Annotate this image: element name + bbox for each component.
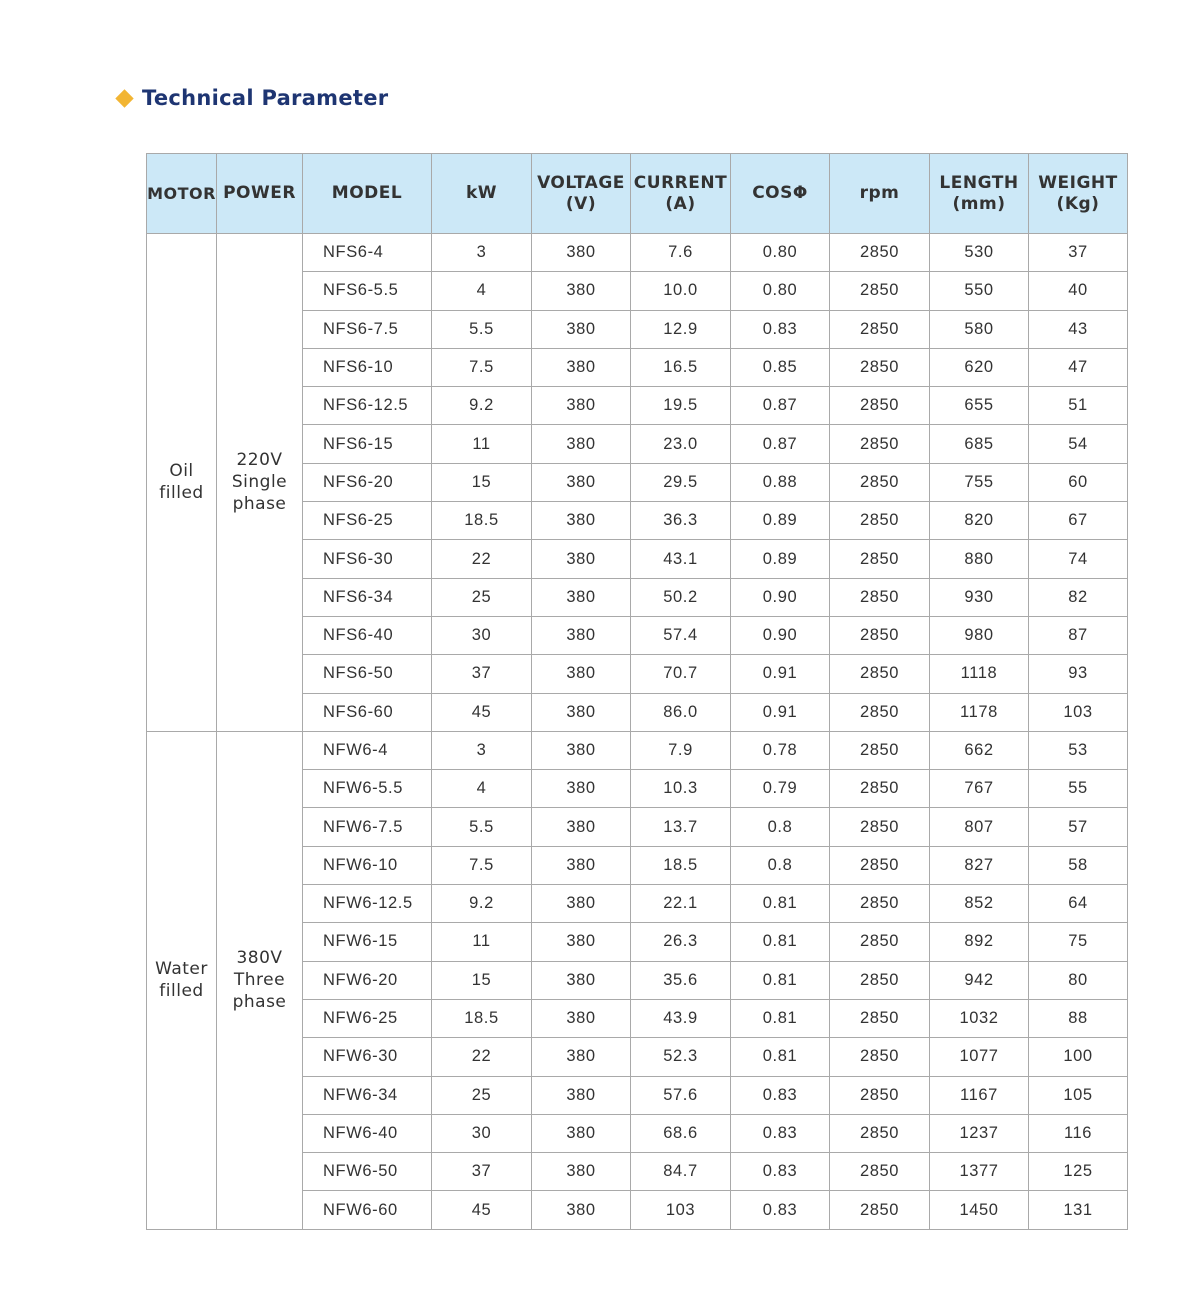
length-cell: 1118: [930, 655, 1029, 693]
current-cell: 7.6: [631, 234, 731, 272]
header-cos-phi: COSΦ: [731, 154, 830, 234]
kw-cell: 18.5: [432, 502, 532, 540]
model-cell: NFS6-5.5: [303, 272, 432, 310]
length-cell: 1178: [930, 693, 1029, 731]
voltage-cell: 380: [532, 387, 631, 425]
cos-phi-cell: 0.87: [731, 425, 830, 463]
page-title: Technical Parameter: [142, 86, 389, 110]
rpm-cell: 2850: [830, 808, 930, 846]
length-cell: 767: [930, 770, 1029, 808]
cos-phi-cell: 0.90: [731, 616, 830, 654]
technical-parameter-table: [146, 153, 1128, 1230]
voltage-cell: 380: [532, 885, 631, 923]
current-cell: 7.9: [631, 731, 731, 769]
voltage-cell: 380: [532, 1114, 631, 1152]
length-cell: 930: [930, 578, 1029, 616]
weight-cell: 131: [1029, 1191, 1128, 1229]
current-cell: 12.9: [631, 310, 731, 348]
weight-cell: 54: [1029, 425, 1128, 463]
header-model: MODEL: [303, 154, 432, 234]
voltage-cell: 380: [532, 348, 631, 386]
current-cell: 43.1: [631, 540, 731, 578]
weight-cell: 87: [1029, 616, 1128, 654]
model-cell: NFS6-7.5: [303, 310, 432, 348]
cos-phi-cell: 0.83: [731, 1076, 830, 1114]
rpm-cell: 2850: [830, 923, 930, 961]
cos-phi-cell: 0.89: [731, 502, 830, 540]
kw-cell: 5.5: [432, 808, 532, 846]
model-cell: NFW6-60: [303, 1191, 432, 1229]
rpm-cell: 2850: [830, 1153, 930, 1191]
weight-cell: 47: [1029, 348, 1128, 386]
voltage-cell: 380: [532, 1076, 631, 1114]
weight-cell: 88: [1029, 999, 1128, 1037]
length-cell: 1237: [930, 1114, 1029, 1152]
length-cell: 1450: [930, 1191, 1029, 1229]
current-cell: 70.7: [631, 655, 731, 693]
rpm-cell: 2850: [830, 731, 930, 769]
model-cell: NFS6-10: [303, 348, 432, 386]
cos-phi-cell: 0.80: [731, 234, 830, 272]
voltage-cell: 380: [532, 463, 631, 501]
kw-cell: 45: [432, 693, 532, 731]
length-cell: 852: [930, 885, 1029, 923]
weight-cell: 57: [1029, 808, 1128, 846]
kw-cell: 25: [432, 578, 532, 616]
cos-phi-cell: 0.81: [731, 923, 830, 961]
length-cell: 820: [930, 502, 1029, 540]
length-cell: 1167: [930, 1076, 1029, 1114]
cos-phi-cell: 0.81: [731, 961, 830, 999]
current-cell: 103: [631, 1191, 731, 1229]
voltage-cell: 380: [532, 731, 631, 769]
rpm-cell: 2850: [830, 463, 930, 501]
kw-cell: 4: [432, 770, 532, 808]
model-cell: NFW6-20: [303, 961, 432, 999]
header-current: CURRENT (A): [631, 154, 731, 234]
cos-phi-cell: 0.78: [731, 731, 830, 769]
model-cell: NFS6-30: [303, 540, 432, 578]
rpm-cell: 2850: [830, 502, 930, 540]
length-cell: 980: [930, 616, 1029, 654]
table-row: [147, 731, 1128, 769]
weight-cell: 64: [1029, 885, 1128, 923]
kw-cell: 3: [432, 731, 532, 769]
voltage-cell: 380: [532, 234, 631, 272]
current-cell: 57.6: [631, 1076, 731, 1114]
voltage-cell: 380: [532, 999, 631, 1037]
model-cell: NFW6-40: [303, 1114, 432, 1152]
cos-phi-cell: 0.87: [731, 387, 830, 425]
weight-cell: 105: [1029, 1076, 1128, 1114]
kw-cell: 30: [432, 1114, 532, 1152]
cos-phi-cell: 0.8: [731, 846, 830, 884]
diamond-bullet-icon: [115, 89, 133, 107]
model-cell: NFW6-25: [303, 999, 432, 1037]
length-cell: 530: [930, 234, 1029, 272]
power-supply-cell: 380V Three phase: [217, 731, 303, 1229]
kw-cell: 22: [432, 1038, 532, 1076]
length-cell: 1377: [930, 1153, 1029, 1191]
cos-phi-cell: 0.83: [731, 310, 830, 348]
model-cell: NFS6-15: [303, 425, 432, 463]
weight-cell: 40: [1029, 272, 1128, 310]
current-cell: 19.5: [631, 387, 731, 425]
current-cell: 57.4: [631, 616, 731, 654]
weight-cell: 55: [1029, 770, 1128, 808]
kw-cell: 37: [432, 655, 532, 693]
current-cell: 29.5: [631, 463, 731, 501]
rpm-cell: 2850: [830, 348, 930, 386]
header-voltage: VOLTAGE (V): [532, 154, 631, 234]
weight-cell: 80: [1029, 961, 1128, 999]
current-cell: 50.2: [631, 578, 731, 616]
cos-phi-cell: 0.83: [731, 1114, 830, 1152]
length-cell: 580: [930, 310, 1029, 348]
model-cell: NFW6-7.5: [303, 808, 432, 846]
rpm-cell: 2850: [830, 770, 930, 808]
header-weight: WEIGHT (Kg): [1029, 154, 1128, 234]
model-cell: NFS6-60: [303, 693, 432, 731]
weight-cell: 67: [1029, 502, 1128, 540]
cos-phi-cell: 0.89: [731, 540, 830, 578]
current-cell: 23.0: [631, 425, 731, 463]
model-cell: NFW6-4: [303, 731, 432, 769]
voltage-cell: 380: [532, 655, 631, 693]
model-cell: NFS6-25: [303, 502, 432, 540]
kw-cell: 25: [432, 1076, 532, 1114]
current-cell: 36.3: [631, 502, 731, 540]
current-cell: 43.9: [631, 999, 731, 1037]
voltage-cell: 380: [532, 1038, 631, 1076]
model-cell: NFS6-50: [303, 655, 432, 693]
voltage-cell: 380: [532, 1153, 631, 1191]
model-cell: NFS6-4: [303, 234, 432, 272]
kw-cell: 45: [432, 1191, 532, 1229]
kw-cell: 22: [432, 540, 532, 578]
kw-cell: 15: [432, 463, 532, 501]
length-cell: 755: [930, 463, 1029, 501]
kw-cell: 11: [432, 923, 532, 961]
voltage-cell: 380: [532, 578, 631, 616]
kw-cell: 4: [432, 272, 532, 310]
motor-type-cell: Water filled: [147, 731, 217, 1229]
header-kw: kW: [432, 154, 532, 234]
length-cell: 620: [930, 348, 1029, 386]
kw-cell: 37: [432, 1153, 532, 1191]
rpm-cell: 2850: [830, 387, 930, 425]
rpm-cell: 2850: [830, 578, 930, 616]
voltage-cell: 380: [532, 502, 631, 540]
length-cell: 685: [930, 425, 1029, 463]
length-cell: 827: [930, 846, 1029, 884]
weight-cell: 82: [1029, 578, 1128, 616]
voltage-cell: 380: [532, 425, 631, 463]
length-cell: 807: [930, 808, 1029, 846]
current-cell: 26.3: [631, 923, 731, 961]
rpm-cell: 2850: [830, 961, 930, 999]
header-rpm: rpm: [830, 154, 930, 234]
cos-phi-cell: 0.85: [731, 348, 830, 386]
model-cell: NFW6-50: [303, 1153, 432, 1191]
length-cell: 880: [930, 540, 1029, 578]
rpm-cell: 2850: [830, 310, 930, 348]
length-cell: 655: [930, 387, 1029, 425]
weight-cell: 116: [1029, 1114, 1128, 1152]
motor-type-cell: Oil filled: [147, 234, 217, 732]
table-row: [147, 234, 1128, 272]
current-cell: 13.7: [631, 808, 731, 846]
kw-cell: 9.2: [432, 885, 532, 923]
cos-phi-cell: 0.83: [731, 1153, 830, 1191]
rpm-cell: 2850: [830, 234, 930, 272]
cos-phi-cell: 0.81: [731, 1038, 830, 1076]
model-cell: NFS6-34: [303, 578, 432, 616]
current-cell: 86.0: [631, 693, 731, 731]
header-motor: MOTOR: [147, 154, 217, 234]
model-cell: NFW6-34: [303, 1076, 432, 1114]
length-cell: 892: [930, 923, 1029, 961]
voltage-cell: 380: [532, 923, 631, 961]
cos-phi-cell: 0.80: [731, 272, 830, 310]
kw-cell: 7.5: [432, 348, 532, 386]
rpm-cell: 2850: [830, 999, 930, 1037]
header-power: POWER: [217, 154, 303, 234]
weight-cell: 100: [1029, 1038, 1128, 1076]
power-supply-cell: 220V Single phase: [217, 234, 303, 732]
current-cell: 22.1: [631, 885, 731, 923]
current-cell: 68.6: [631, 1114, 731, 1152]
current-cell: 84.7: [631, 1153, 731, 1191]
length-cell: 942: [930, 961, 1029, 999]
weight-cell: 125: [1029, 1153, 1128, 1191]
kw-cell: 3: [432, 234, 532, 272]
cos-phi-cell: 0.90: [731, 578, 830, 616]
cos-phi-cell: 0.79: [731, 770, 830, 808]
model-cell: NFW6-10: [303, 846, 432, 884]
current-cell: 10.0: [631, 272, 731, 310]
current-cell: 52.3: [631, 1038, 731, 1076]
weight-cell: 75: [1029, 923, 1128, 961]
weight-cell: 51: [1029, 387, 1128, 425]
table-body: [147, 234, 1128, 1230]
kw-cell: 7.5: [432, 846, 532, 884]
current-cell: 16.5: [631, 348, 731, 386]
rpm-cell: 2850: [830, 846, 930, 884]
current-cell: 18.5: [631, 846, 731, 884]
weight-cell: 103: [1029, 693, 1128, 731]
model-cell: NFW6-15: [303, 923, 432, 961]
voltage-cell: 380: [532, 808, 631, 846]
voltage-cell: 380: [532, 616, 631, 654]
weight-cell: 43: [1029, 310, 1128, 348]
voltage-cell: 380: [532, 1191, 631, 1229]
weight-cell: 58: [1029, 846, 1128, 884]
model-cell: NFS6-40: [303, 616, 432, 654]
rpm-cell: 2850: [830, 1038, 930, 1076]
rpm-cell: 2850: [830, 693, 930, 731]
kw-cell: 11: [432, 425, 532, 463]
model-cell: NFW6-30: [303, 1038, 432, 1076]
current-cell: 10.3: [631, 770, 731, 808]
cos-phi-cell: 0.81: [731, 885, 830, 923]
model-cell: NFW6-5.5: [303, 770, 432, 808]
header-length: LENGTH (mm): [930, 154, 1029, 234]
rpm-cell: 2850: [830, 540, 930, 578]
voltage-cell: 380: [532, 540, 631, 578]
voltage-cell: 380: [532, 961, 631, 999]
rpm-cell: 2850: [830, 1191, 930, 1229]
cos-phi-cell: 0.8: [731, 808, 830, 846]
cos-phi-cell: 0.91: [731, 693, 830, 731]
length-cell: 550: [930, 272, 1029, 310]
rpm-cell: 2850: [830, 655, 930, 693]
rpm-cell: 2850: [830, 272, 930, 310]
kw-cell: 9.2: [432, 387, 532, 425]
kw-cell: 18.5: [432, 999, 532, 1037]
rpm-cell: 2850: [830, 1076, 930, 1114]
cos-phi-cell: 0.81: [731, 999, 830, 1037]
length-cell: 1077: [930, 1038, 1029, 1076]
kw-cell: 30: [432, 616, 532, 654]
weight-cell: 53: [1029, 731, 1128, 769]
kw-cell: 15: [432, 961, 532, 999]
weight-cell: 60: [1029, 463, 1128, 501]
length-cell: 1032: [930, 999, 1029, 1037]
current-cell: 35.6: [631, 961, 731, 999]
voltage-cell: 380: [532, 310, 631, 348]
rpm-cell: 2850: [830, 885, 930, 923]
voltage-cell: 380: [532, 770, 631, 808]
section-heading: [114, 83, 388, 113]
model-cell: NFS6-20: [303, 463, 432, 501]
rpm-cell: 2850: [830, 1114, 930, 1152]
voltage-cell: 380: [532, 693, 631, 731]
rpm-cell: 2850: [830, 616, 930, 654]
weight-cell: 93: [1029, 655, 1128, 693]
model-cell: NFS6-12.5: [303, 387, 432, 425]
voltage-cell: 380: [532, 846, 631, 884]
length-cell: 662: [930, 731, 1029, 769]
cos-phi-cell: 0.88: [731, 463, 830, 501]
rpm-cell: 2850: [830, 425, 930, 463]
cos-phi-cell: 0.83: [731, 1191, 830, 1229]
weight-cell: 74: [1029, 540, 1128, 578]
model-cell: NFW6-12.5: [303, 885, 432, 923]
kw-cell: 5.5: [432, 310, 532, 348]
table-header-row: [147, 154, 1128, 234]
cos-phi-cell: 0.91: [731, 655, 830, 693]
weight-cell: 37: [1029, 234, 1128, 272]
voltage-cell: 380: [532, 272, 631, 310]
